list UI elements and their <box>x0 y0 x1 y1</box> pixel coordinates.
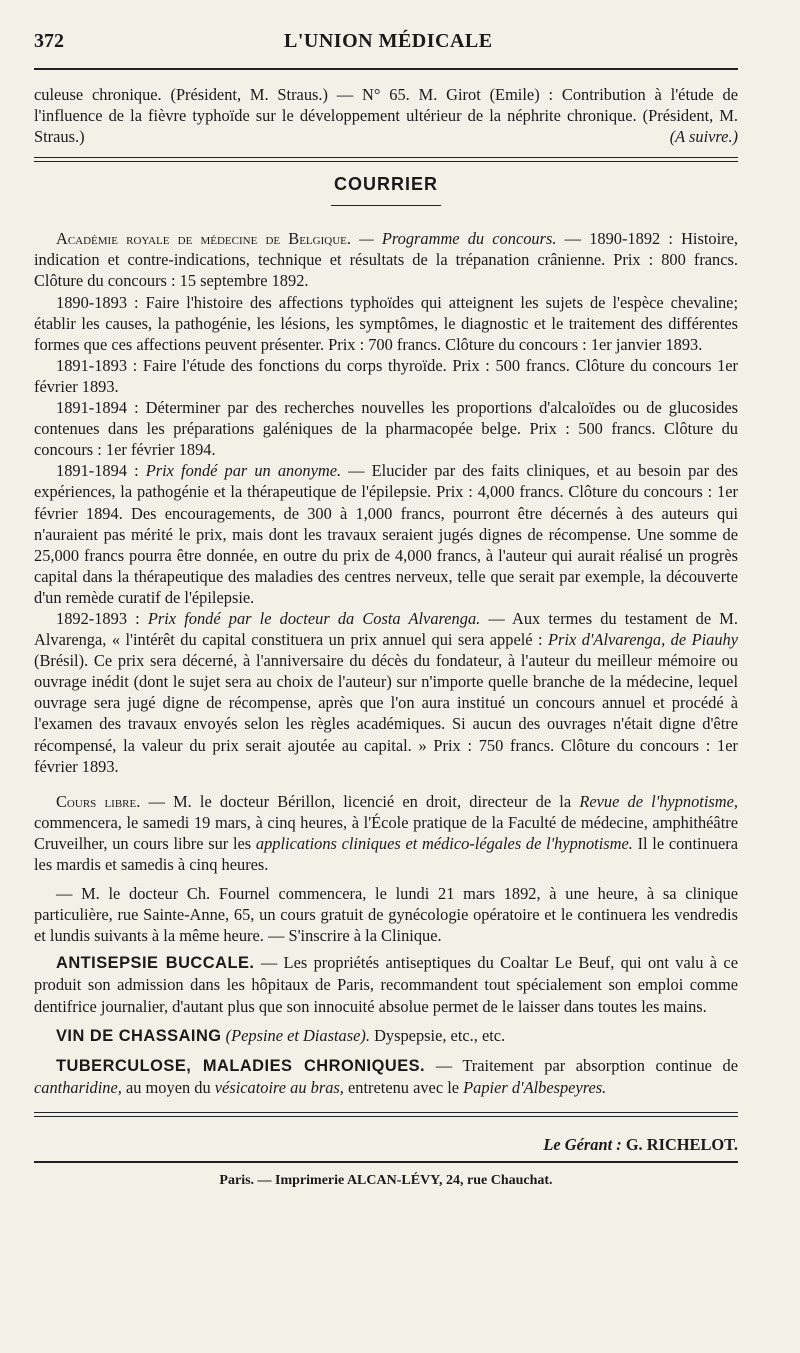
continued-text <box>34 84 738 147</box>
title-underline <box>331 205 441 206</box>
cours-libre-head: Cours libre. <box>56 791 141 811</box>
section-divider <box>34 157 738 162</box>
vin-ad <box>34 1025 738 1047</box>
prize-alvarenga-paragraph <box>34 608 738 777</box>
prize-name: Prix d'Alvarenga, de Piauhy <box>548 630 739 650</box>
prize-label: Prix fondé par un anonyme. <box>145 461 342 481</box>
prize-paragraph: 1890-1893 : Faire l'histoire des affections typhoïdes qui atteignent les sujets de l'espèce chevaline; établir les causes, la pathogénie, les lésions, les symptômes, le diagnostic et le traitement des différentes formes que ces affections peuvent présenter. Prix : 700 francs. Clôture du concours : 1er janvier 1893. <box>34 292 738 354</box>
ad-head: TUBERCULOSE, MALADIES CHRONIQUES. <box>56 1056 426 1075</box>
prize-text: (Brésil). Ce prix sera décerné, à l'anniversaire du décès du fondateur, à l'auteur du meilleur mémoire ou ouvrage inédit (dont le sujet sera au choix de l'auteur) sur n'importe quelle branche de la médecine, lequel ouvrage sera jugé digne de récompense, après que l'on aura institué un concours annuel et procédé à l'examen des travaux envoyés selon les règles académiques. Si aucun des ouvrages n'était digne d'être récompensé, la valeur du prix serait ajoutée au capital. » Prix : 750 francs. Clôture du concours : 1er février 1893. <box>34 651 738 776</box>
ad-text: entretenu avec le <box>348 1077 460 1097</box>
ad-term: vésicatoire au bras, <box>214 1077 344 1097</box>
signature <box>34 1135 738 1155</box>
prize-paragraph: 1891-1893 : Faire l'étude des fonctions du corps thyroïde. Prix : 500 francs. Clôture du concours 1er février 1893. <box>34 355 738 396</box>
ad-text: — Les propriétés antiseptiques du Coaltar Le Beuf, qui ont valu à ce produit son admission dans les hôpitaux de Paris, recommandent tout spécialement son emploi comme dentifrice journalier, d'autant plus que son innocuité absolue permet de le laisser dans toutes les mains. <box>34 953 738 1016</box>
bottom-rule <box>34 1161 738 1163</box>
running-head <box>34 30 738 60</box>
journal-title: L'UNION MÉDICALE <box>284 30 493 52</box>
header-rule <box>34 68 738 70</box>
cours-text: — M. le docteur Bérillon, licencié en droit, directeur de la <box>148 791 572 811</box>
section-title: COURRIER <box>333 174 438 195</box>
footer-divider <box>34 1112 738 1117</box>
ad-paren: (Pepsine et Diastase). <box>225 1025 370 1045</box>
a-suivre: (A suivre.) <box>669 127 738 147</box>
prize-years: 1891-1894 : <box>56 461 139 481</box>
prize-label: Prix fondé par le docteur da Costa Alvarenga. <box>147 608 481 628</box>
page-number: 372 <box>34 30 64 52</box>
prize-anonyme-paragraph <box>34 460 738 608</box>
prize-text: — Elucider par des faits cliniques, et au besoin par des expériences, la pathogénie et la thérapeutique de l'épilepsie. Prix : 4,000 francs. Clôture du concours : 1er février 1894. Des encouragements, de 300 à 1,000 francs, pourront être décernés à des auteurs qui n'auraient pas mérité le prix, mais dont les travaux seraient jugés dignes de récompense. Une somme de 25,000 francs pourra être donnée, en outre du prix de 4,000 francs, à l'auteur qui aurait réalisé un progrès capital dans la thérapeutique des maladies des centres nerveux, telle que serait par exemple, la découverte d'un remède curatif de l'épilepsie. <box>34 461 738 607</box>
ad-head: VIN DE CHASSAING <box>56 1026 222 1045</box>
fournel-paragraph: — M. le docteur Ch. Fournel commencera, le lundi 21 mars 1892, à une heure, à sa clinique particulière, rue Sainte-Anne, 65, un cours gratuit de gynécologie opératoire et le continuera les vendredis et lundis suivants à la même heure. — S'inscrire à la Clinique. <box>34 884 738 946</box>
gerant-label: Le Gérant : <box>543 1134 622 1154</box>
tuberculose-ad <box>34 1055 738 1098</box>
ad-text: — Traitement par absorption continue de <box>435 1055 738 1075</box>
revue-title: Revue de l'hypnotisme, <box>579 791 738 811</box>
continued-paragraph: culeuse chronique. (Président, M. Straus.) — N° 65. M. Girot (Emile) : Contribution à l'étude de l'influence de la fièvre typhoïde sur le développement ultérieur de la néphrite chronique. (Président, M. Straus.) <box>34 85 738 147</box>
antisepsie-ad <box>34 952 738 1016</box>
academie-paragraph <box>34 228 738 291</box>
ad-text: au moyen du <box>125 1077 211 1097</box>
courrier-body <box>34 228 738 776</box>
advertisements <box>34 952 738 1098</box>
prize-years: 1892-1893 : <box>56 608 140 628</box>
cours-libre-section <box>34 791 738 947</box>
prize-text: — Aux termes du testament de M. Alvarenga, « l'intérêt du capital constituera un prix annuel qui sera appelé : <box>34 608 738 650</box>
academie-text: — 1890-1892 : Histoire, indication et contre-indications, technique et résultats de la trépanation crânienne. Prix : 800 francs. Clôture du concours : 15 septembre 1892. <box>34 229 738 291</box>
gerant-name: G. RICHELOT. <box>625 1134 738 1154</box>
cours-text: commencera, le samedi 19 mars, à cinq heures, à l'École pratique de la Faculté de médecine, amphithéâtre Cruveilher, un cours libre sur les <box>34 812 738 853</box>
cours-libre-paragraph <box>34 791 738 875</box>
ad-text: Dyspepsie, etc., etc. <box>374 1025 506 1045</box>
prize-paragraph: 1891-1894 : Déterminer par des recherches nouvelles les proportions d'alcaloïdes ou de glucosides contenues dans les préparations galéniques de la pharmacopée belge. Prix : 500 francs. Clôture du concours : 1er février 1894. <box>34 398 738 460</box>
ad-term: Papier d'Albespeyres. <box>463 1077 607 1097</box>
course-subject: applications cliniques et médico-légales de l'hypnotisme. <box>255 833 633 853</box>
cours-text: Il le continuera les mardis et samedis à cinq heures. <box>34 833 738 874</box>
ad-head: ANTISEPSIE BUCCALE. <box>56 954 255 973</box>
imprint: Paris. — Imprimerie ALCAN-LÉVY, 24, rue Chauchat. <box>219 1172 553 1188</box>
program-label: — Programme du concours. <box>359 229 557 249</box>
academie-head: Académie royale de médecine de Belgique. <box>56 229 351 249</box>
ad-term: cantharidine, <box>34 1077 122 1097</box>
